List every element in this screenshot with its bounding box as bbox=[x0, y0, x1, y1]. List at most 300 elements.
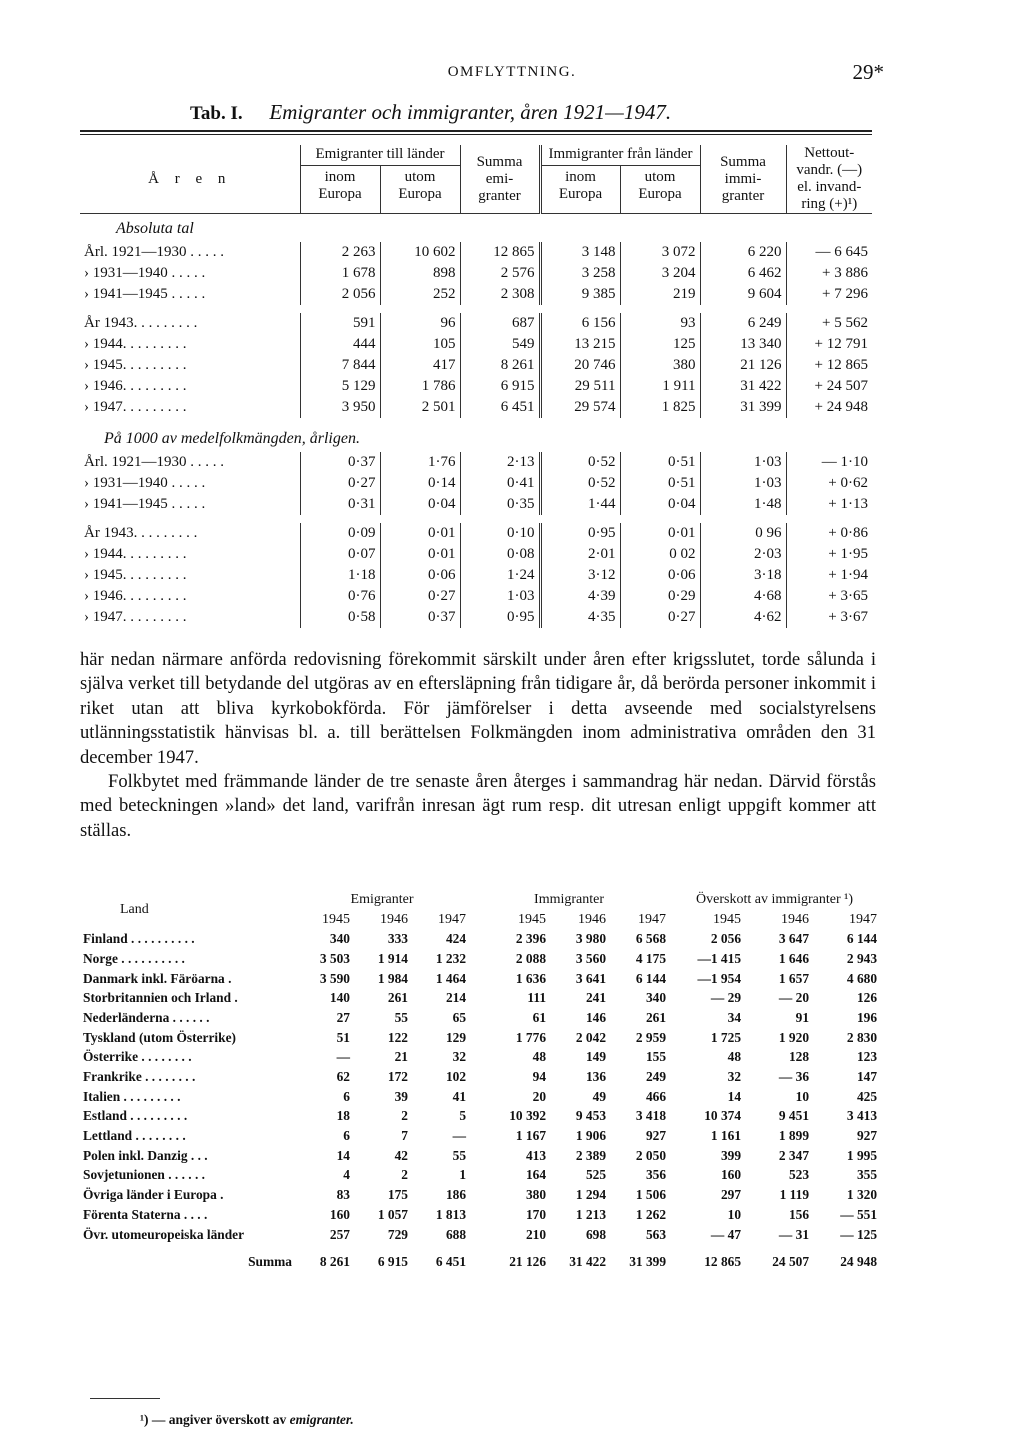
cell: 172 bbox=[387, 1069, 408, 1085]
cell: 14 bbox=[336, 1147, 350, 1163]
total-cell: 24 948 bbox=[840, 1254, 878, 1270]
col-netto: Nettout- vandr. (—) el. invand- ring (+)¹) bbox=[786, 145, 872, 214]
cell: 1 320 bbox=[846, 1187, 878, 1203]
country-label: Österrike . . . . . . . . bbox=[83, 1049, 192, 1065]
running-title: OMFLYTTNING. bbox=[447, 64, 577, 80]
country-table bbox=[80, 890, 880, 1272]
cell: 155 bbox=[645, 1049, 667, 1065]
cell: 2 347 bbox=[778, 1147, 810, 1163]
col-overskott: Överskott av immigranter ¹) bbox=[696, 891, 854, 907]
table-row bbox=[80, 1107, 880, 1127]
cell: 6 bbox=[343, 1128, 350, 1144]
cell: 129 bbox=[445, 1029, 467, 1045]
country-label: Övriga länder i Europa . bbox=[83, 1187, 224, 1203]
cell: 1 bbox=[459, 1167, 467, 1183]
cell: 210 bbox=[525, 1226, 547, 1242]
cell: —1 415 bbox=[697, 950, 742, 966]
cell: 31 399 bbox=[700, 397, 786, 418]
cell: 3 590 bbox=[319, 970, 350, 986]
country-label: Estland . . . . . . . . . bbox=[83, 1108, 188, 1124]
cell: 32 bbox=[727, 1069, 742, 1085]
cell: 3 503 bbox=[319, 950, 350, 966]
table-title bbox=[190, 100, 671, 125]
cell: 111 bbox=[527, 990, 547, 1006]
year-header: 1947 bbox=[638, 911, 667, 927]
year-header: 1945 bbox=[518, 911, 547, 927]
cell: 356 bbox=[645, 1167, 667, 1183]
cell: + 1·94 bbox=[786, 565, 872, 586]
cell: 20 bbox=[532, 1088, 547, 1104]
cell: 2 056 bbox=[300, 284, 380, 305]
table-row bbox=[80, 565, 872, 586]
footnote-mark: ¹) bbox=[140, 1412, 149, 1427]
cell: 6 462 bbox=[700, 263, 786, 284]
country-label: Övr. utomeuropeiska länder bbox=[83, 1226, 245, 1242]
cell: 333 bbox=[387, 931, 408, 947]
table-row bbox=[80, 1126, 880, 1146]
cell: 6 144 bbox=[846, 931, 878, 947]
cell: 9 453 bbox=[575, 1108, 607, 1124]
table-row bbox=[80, 397, 872, 418]
table-row bbox=[80, 334, 872, 355]
cell: 0·95 bbox=[460, 607, 540, 628]
footnote-rule bbox=[90, 1398, 160, 1399]
row-label: Årl. 1921—1930 . . . . . bbox=[84, 454, 224, 470]
cell: 1 167 bbox=[515, 1128, 547, 1144]
cell: 1 906 bbox=[575, 1128, 607, 1144]
cell: 48 bbox=[532, 1049, 547, 1065]
cell: 3·12 bbox=[540, 565, 620, 586]
cell: 214 bbox=[445, 990, 467, 1006]
cell: 10 bbox=[727, 1206, 742, 1222]
cell: + 12 865 bbox=[786, 355, 872, 376]
row-label: › 1931—1940 . . . . . bbox=[84, 265, 206, 281]
cell: 126 bbox=[856, 990, 878, 1006]
cell: 147 bbox=[856, 1069, 878, 1085]
cell: 6 bbox=[343, 1088, 350, 1104]
year-header: 1945 bbox=[322, 911, 350, 927]
cell: 0·06 bbox=[380, 565, 460, 586]
cell: 4·35 bbox=[540, 607, 620, 628]
cell: 5 bbox=[459, 1108, 467, 1124]
cell: 149 bbox=[585, 1049, 607, 1065]
cell: 140 bbox=[329, 990, 350, 1006]
cell: 102 bbox=[445, 1069, 467, 1085]
country-label: Frankrike . . . . . . . . bbox=[83, 1069, 196, 1085]
table-row bbox=[80, 263, 872, 284]
country-label: Norge . . . . . . . . . . bbox=[83, 950, 185, 966]
row-label: År 1943. . . . . . . . . bbox=[84, 525, 198, 541]
section-heading: Absoluta tal bbox=[116, 220, 194, 237]
cell: 0·09 bbox=[300, 523, 380, 544]
total-cell: 8 261 bbox=[319, 1254, 350, 1270]
country-label: Nederländerna . . . . . . bbox=[83, 1009, 210, 1025]
cell: 55 bbox=[394, 1009, 408, 1025]
table-row bbox=[80, 1146, 880, 1166]
cell: 3 413 bbox=[846, 1108, 878, 1124]
table-row bbox=[80, 929, 880, 949]
cell: 340 bbox=[329, 931, 350, 947]
cell: 3 072 bbox=[620, 242, 700, 263]
total-cell: 31 399 bbox=[629, 1254, 667, 1270]
cell: 42 bbox=[394, 1147, 408, 1163]
cell: 4 bbox=[343, 1167, 350, 1183]
cell: 146 bbox=[585, 1009, 607, 1025]
page-number: 29* bbox=[852, 60, 884, 84]
cell: 13 215 bbox=[540, 334, 620, 355]
cell: 1·03 bbox=[460, 586, 540, 607]
cell: 241 bbox=[585, 990, 607, 1006]
cell: 3 950 bbox=[300, 397, 380, 418]
section-heading: På 1000 av medelfolkmängden, årligen. bbox=[104, 430, 360, 447]
cell: — bbox=[452, 1128, 467, 1144]
cell: 0 96 bbox=[700, 523, 786, 544]
cell: 125 bbox=[620, 334, 700, 355]
row-label: År 1943. . . . . . . . . bbox=[84, 315, 198, 331]
col-emig-group: Emigranter till länder bbox=[300, 145, 460, 165]
cell: 0·95 bbox=[540, 523, 620, 544]
cell: 523 bbox=[788, 1167, 810, 1183]
cell: — 6 645 bbox=[786, 242, 872, 263]
year-header: 1947 bbox=[438, 911, 467, 927]
cell: — 47 bbox=[710, 1226, 742, 1242]
footnote-emphasis: emigranter. bbox=[289, 1412, 354, 1427]
cell: 6 915 bbox=[460, 376, 540, 397]
table-row bbox=[80, 988, 880, 1008]
cell: 380 bbox=[525, 1187, 547, 1203]
emigration-table bbox=[80, 145, 872, 628]
cell: 2 389 bbox=[575, 1147, 607, 1163]
cell: 0·01 bbox=[620, 523, 700, 544]
cell: 0 02 bbox=[620, 544, 700, 565]
footnote-text: — angiver överskott av bbox=[151, 1412, 287, 1427]
cell: 0·27 bbox=[300, 473, 380, 494]
cell: 0·37 bbox=[380, 607, 460, 628]
table-row bbox=[80, 376, 872, 397]
cell: 1·24 bbox=[460, 565, 540, 586]
cell: 1·18 bbox=[300, 565, 380, 586]
cell: 62 bbox=[336, 1069, 350, 1085]
col-summa-emig: Summa emi- granter bbox=[460, 145, 540, 214]
country-label: Sovjetunionen . . . . . . bbox=[83, 1167, 206, 1183]
col-immigranter: Immigranter bbox=[534, 891, 605, 907]
table-row bbox=[80, 1205, 880, 1225]
cell: 0·58 bbox=[300, 607, 380, 628]
cell: 0·51 bbox=[620, 452, 700, 473]
cell: 14 bbox=[727, 1088, 742, 1104]
cell: 10 602 bbox=[380, 242, 460, 263]
cell: 1 776 bbox=[515, 1029, 547, 1045]
cell: 21 126 bbox=[700, 355, 786, 376]
cell: 3 980 bbox=[575, 931, 607, 947]
country-label: Italien . . . . . . . . . bbox=[83, 1088, 181, 1104]
cell: 0·01 bbox=[380, 523, 460, 544]
row-label: › 1941—1945 . . . . . bbox=[84, 286, 206, 302]
cell: —1 954 bbox=[697, 970, 742, 986]
cell: 7 bbox=[401, 1128, 408, 1144]
cell: 83 bbox=[336, 1187, 350, 1203]
cell: 525 bbox=[585, 1167, 607, 1183]
cell: 729 bbox=[387, 1226, 408, 1242]
table-row bbox=[80, 969, 880, 989]
cell: 0·29 bbox=[620, 586, 700, 607]
cell: 0·01 bbox=[380, 544, 460, 565]
cell: 55 bbox=[452, 1147, 467, 1163]
row-label: › 1944. . . . . . . . . bbox=[84, 336, 187, 352]
col-immig-group: Immigranter från länder bbox=[540, 145, 700, 165]
table-row bbox=[80, 523, 872, 544]
col-immig-utom: utom Europa bbox=[620, 165, 700, 213]
cell: 3 560 bbox=[575, 950, 607, 966]
cell: 1 657 bbox=[778, 970, 810, 986]
table-row bbox=[80, 1067, 880, 1087]
col-immig-inom: inom Europa bbox=[540, 165, 620, 213]
cell: 164 bbox=[525, 1167, 547, 1183]
body-text bbox=[80, 648, 876, 843]
cell: 1 995 bbox=[846, 1147, 878, 1163]
col-emig-utom: utom Europa bbox=[380, 165, 460, 213]
cell: + 0·62 bbox=[786, 473, 872, 494]
cell: 1·03 bbox=[700, 452, 786, 473]
cell: 466 bbox=[645, 1088, 667, 1104]
cell: 698 bbox=[585, 1226, 607, 1242]
cell: 1 911 bbox=[620, 376, 700, 397]
cell: 261 bbox=[387, 990, 408, 1006]
cell: 105 bbox=[380, 334, 460, 355]
cell: 175 bbox=[387, 1187, 408, 1203]
cell: 219 bbox=[620, 284, 700, 305]
cell: 444 bbox=[300, 334, 380, 355]
cell: — 125 bbox=[840, 1226, 878, 1242]
table-row bbox=[80, 949, 880, 969]
cell: 10 bbox=[795, 1088, 810, 1104]
country-label: Förenta Staterna . . . . bbox=[83, 1206, 208, 1222]
cell: 1·76 bbox=[380, 452, 460, 473]
cell: 0·14 bbox=[380, 473, 460, 494]
cell: 688 bbox=[445, 1226, 467, 1242]
table-row bbox=[80, 1028, 880, 1048]
cell: 1 813 bbox=[435, 1206, 467, 1222]
total-cell: 31 422 bbox=[569, 1254, 607, 1270]
cell: 1 464 bbox=[435, 970, 467, 986]
cell: + 3·65 bbox=[786, 586, 872, 607]
cell: + 5 562 bbox=[786, 313, 872, 334]
cell: 49 bbox=[592, 1088, 607, 1104]
cell: 898 bbox=[380, 263, 460, 284]
cell: 261 bbox=[645, 1009, 667, 1025]
cell: 2 501 bbox=[380, 397, 460, 418]
cell: 1 506 bbox=[635, 1187, 667, 1203]
cell: 29 511 bbox=[540, 376, 620, 397]
cell: 3 258 bbox=[540, 263, 620, 284]
cell: 65 bbox=[452, 1009, 467, 1025]
cell: 1 678 bbox=[300, 263, 380, 284]
cell: 1·03 bbox=[700, 473, 786, 494]
year-header: 1945 bbox=[713, 911, 742, 927]
cell: 122 bbox=[387, 1029, 408, 1045]
cell: 1 646 bbox=[778, 950, 810, 966]
cell: 2 056 bbox=[710, 931, 742, 947]
cell: 249 bbox=[645, 1069, 667, 1085]
cell: 0·41 bbox=[460, 473, 540, 494]
cell: 9 604 bbox=[700, 284, 786, 305]
year-header: 1946 bbox=[380, 911, 408, 927]
cell: 1 232 bbox=[435, 950, 467, 966]
table-row bbox=[80, 1225, 880, 1245]
cell: 93 bbox=[620, 313, 700, 334]
cell: 4·62 bbox=[700, 607, 786, 628]
cell: 0·10 bbox=[460, 523, 540, 544]
table-row bbox=[80, 607, 872, 628]
cell: — 551 bbox=[840, 1206, 878, 1222]
cell: + 12 791 bbox=[786, 334, 872, 355]
table-row bbox=[80, 1185, 880, 1205]
cell: 160 bbox=[720, 1167, 742, 1183]
top-rule-thin bbox=[80, 134, 872, 135]
cell: 10 374 bbox=[704, 1108, 742, 1124]
cell: 927 bbox=[645, 1128, 667, 1144]
cell: 1 294 bbox=[575, 1187, 607, 1203]
cell: 6 220 bbox=[700, 242, 786, 263]
cell: 380 bbox=[620, 355, 700, 376]
table-label: Tab. I. bbox=[190, 103, 243, 124]
row-label: › 1946. . . . . . . . . bbox=[84, 378, 187, 394]
cell: — 31 bbox=[778, 1226, 810, 1242]
country-label: Tyskland (utom Österrike) bbox=[83, 1029, 236, 1045]
cell: 563 bbox=[645, 1226, 667, 1242]
cell: + 7 296 bbox=[786, 284, 872, 305]
cell: 1 725 bbox=[710, 1029, 742, 1045]
cell: 1·44 bbox=[540, 494, 620, 515]
cell: — 20 bbox=[778, 990, 810, 1006]
cell: 1 213 bbox=[575, 1206, 607, 1222]
row-label: › 1946. . . . . . . . . bbox=[84, 588, 187, 604]
cell: 413 bbox=[525, 1147, 547, 1163]
cell: 21 bbox=[394, 1049, 408, 1065]
cell: 3·18 bbox=[700, 565, 786, 586]
cell: 29 574 bbox=[540, 397, 620, 418]
cell: 32 bbox=[452, 1049, 467, 1065]
total-cell: 6 915 bbox=[377, 1254, 408, 1270]
cell: 6 568 bbox=[635, 931, 667, 947]
cell: 2 263 bbox=[300, 242, 380, 263]
year-header: 1946 bbox=[578, 911, 607, 927]
cell: 549 bbox=[460, 334, 540, 355]
cell: + 24 507 bbox=[786, 376, 872, 397]
cell: 6 156 bbox=[540, 313, 620, 334]
cell: 297 bbox=[720, 1187, 742, 1203]
cell: 2 396 bbox=[515, 931, 547, 947]
cell: 6 144 bbox=[635, 970, 667, 986]
cell: 4 175 bbox=[635, 950, 667, 966]
cell: 48 bbox=[727, 1049, 742, 1065]
cell: 1 825 bbox=[620, 397, 700, 418]
cell: 1 161 bbox=[710, 1128, 742, 1144]
cell: — 1·10 bbox=[786, 452, 872, 473]
total-cell: 6 451 bbox=[435, 1254, 467, 1270]
cell: 0·52 bbox=[540, 473, 620, 494]
cell: 0·27 bbox=[380, 586, 460, 607]
country-label: Lettland . . . . . . . . bbox=[83, 1128, 186, 1144]
cell: 1 920 bbox=[778, 1029, 810, 1045]
cell: 27 bbox=[336, 1009, 350, 1025]
cell: 128 bbox=[788, 1049, 810, 1065]
col-aren: Å r e n bbox=[148, 170, 232, 187]
table-row bbox=[80, 1008, 880, 1028]
cell: 2 088 bbox=[515, 950, 547, 966]
total-cell: 21 126 bbox=[509, 1254, 547, 1270]
cell: 340 bbox=[645, 990, 667, 1006]
cell: 6 249 bbox=[700, 313, 786, 334]
cell: 1 262 bbox=[635, 1206, 667, 1222]
cell: 6 451 bbox=[460, 397, 540, 418]
country-label: Polen inkl. Danzig . . . bbox=[83, 1147, 208, 1163]
cell: 424 bbox=[445, 931, 467, 947]
cell: 0·04 bbox=[620, 494, 700, 515]
cell: 7 844 bbox=[300, 355, 380, 376]
cell: 2 830 bbox=[846, 1029, 878, 1045]
table-name: Emigranter och immigranter, åren 1921—1947. bbox=[269, 100, 672, 124]
cell: 425 bbox=[856, 1088, 878, 1104]
cell: 2 bbox=[401, 1167, 408, 1183]
cell: 252 bbox=[380, 284, 460, 305]
cell: 2·03 bbox=[700, 544, 786, 565]
cell: 160 bbox=[329, 1206, 350, 1222]
row-label: › 1941—1945 . . . . . bbox=[84, 496, 206, 512]
cell: + 0·86 bbox=[786, 523, 872, 544]
cell: 186 bbox=[445, 1187, 467, 1203]
cell: 1 786 bbox=[380, 376, 460, 397]
table-row bbox=[80, 494, 872, 515]
cell: 94 bbox=[532, 1069, 547, 1085]
cell: 4 680 bbox=[846, 970, 878, 986]
row-label: › 1944. . . . . . . . . bbox=[84, 546, 187, 562]
cell: 1 119 bbox=[779, 1187, 810, 1203]
country-label: Storbritannien och Irland . bbox=[83, 990, 238, 1006]
page-header bbox=[0, 60, 1024, 86]
cell: 156 bbox=[788, 1206, 810, 1222]
cell: 0·35 bbox=[460, 494, 540, 515]
cell: 2 bbox=[401, 1108, 408, 1124]
table-row bbox=[80, 1166, 880, 1186]
cell: — bbox=[336, 1049, 350, 1065]
cell: 2·01 bbox=[540, 544, 620, 565]
cell: 4·39 bbox=[540, 586, 620, 607]
cell: 1 636 bbox=[515, 970, 547, 986]
total-row bbox=[80, 1244, 880, 1272]
row-label: › 1945. . . . . . . . . bbox=[84, 567, 187, 583]
cell: 170 bbox=[525, 1206, 547, 1222]
cell: 10 392 bbox=[509, 1108, 547, 1124]
cell: 2 042 bbox=[575, 1029, 607, 1045]
year-header: 1947 bbox=[849, 911, 878, 927]
cell: 12 865 bbox=[460, 242, 540, 263]
cell: 417 bbox=[380, 355, 460, 376]
country-label: Danmark inkl. Färöarna . bbox=[83, 970, 232, 986]
row-label: › 1947. . . . . . . . . bbox=[84, 609, 187, 625]
row-label: › 1947. . . . . . . . . bbox=[84, 399, 187, 415]
cell: 2 576 bbox=[460, 263, 540, 284]
row-label: › 1945. . . . . . . . . bbox=[84, 357, 187, 373]
cell: 4·68 bbox=[700, 586, 786, 607]
cell: 2 308 bbox=[460, 284, 540, 305]
cell: 0·08 bbox=[460, 544, 540, 565]
cell: 13 340 bbox=[700, 334, 786, 355]
total-label: Summa bbox=[248, 1254, 292, 1270]
col-land: Land bbox=[120, 901, 149, 917]
cell: 2 050 bbox=[635, 1147, 667, 1163]
col-emig-inom: inom Europa bbox=[300, 165, 380, 213]
